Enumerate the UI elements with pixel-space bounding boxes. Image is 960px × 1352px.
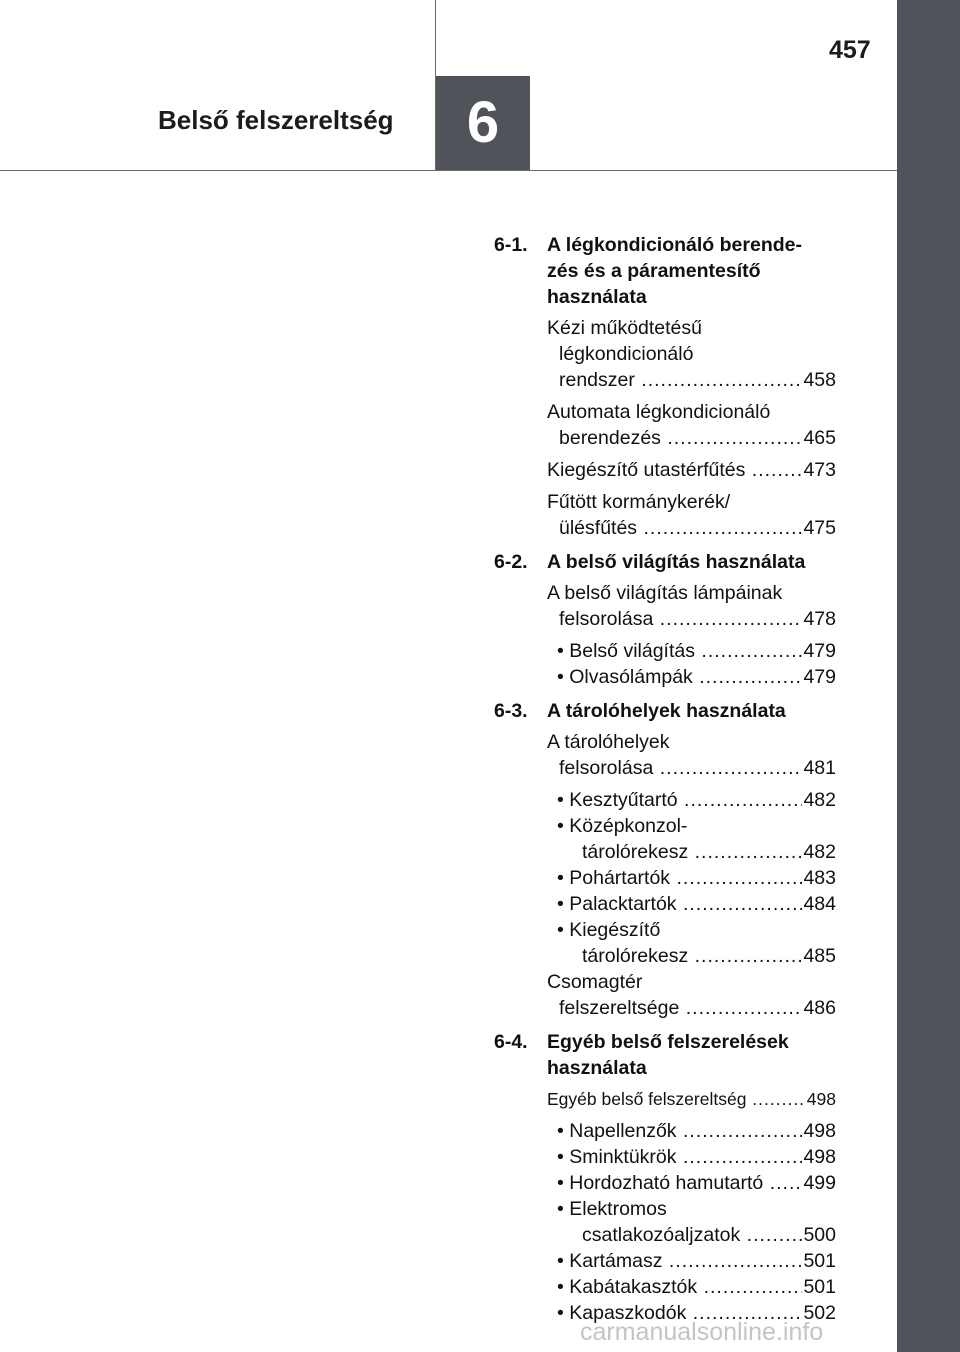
section-heading[interactable]: [494, 549, 836, 575]
entry-label: • Kesztyűtartó .....: [557, 787, 802, 813]
entry-label: • Kapaszkodók .....: [557, 1300, 802, 1326]
toc-subentry[interactable]: [547, 1170, 836, 1196]
toc-subentry[interactable]: [547, 1118, 836, 1144]
entry-line: [557, 1144, 836, 1170]
section-entries: [494, 315, 836, 541]
entry-label: • Pohártartók .....: [557, 865, 802, 891]
entry-page-number: 481: [803, 757, 836, 779]
entry-line: [557, 1222, 836, 1248]
entry-line: [557, 943, 836, 969]
toc-subentry[interactable]: [547, 787, 836, 813]
entry-line: [557, 1196, 836, 1222]
entry-line: [557, 1170, 836, 1196]
entry-page-number: 479: [803, 640, 836, 662]
entry-line: [547, 515, 836, 541]
entry-line: [547, 341, 836, 367]
entry-line: [557, 638, 836, 664]
entry-page-number: 498: [803, 1120, 836, 1142]
entry-label: felsorolása .....: [559, 755, 802, 781]
section-heading[interactable]: [494, 232, 836, 310]
entry-page-number: 485: [803, 945, 836, 967]
toc-section: [494, 232, 836, 541]
toc-subentry[interactable]: [547, 813, 836, 865]
entry-label: • Elektromos: [557, 1198, 667, 1220]
entry-page-number: 501: [803, 1250, 836, 1272]
entry-label: • Palacktartók .....: [557, 891, 802, 917]
entry-page-number: 479: [803, 666, 836, 688]
section-number: 6-1.: [494, 234, 528, 256]
entry-label: • Középkonzol-: [557, 815, 688, 837]
entry-line: [547, 1086, 836, 1112]
toc-subentry[interactable]: [547, 1274, 836, 1300]
entry-line: [557, 787, 836, 813]
entry-label: felszereltsége .....: [559, 995, 802, 1021]
section-number: 6-2.: [494, 551, 528, 573]
entry-page-number: 465: [803, 427, 836, 449]
section-title: [547, 1029, 836, 1081]
section-heading[interactable]: [494, 1029, 836, 1081]
entry-line: [547, 399, 836, 425]
chapter-title: Belső felszereltség: [158, 105, 394, 135]
entry-page-number: 482: [803, 841, 836, 863]
toc-subentry[interactable]: [547, 638, 836, 664]
entry-label: ülésfűtés .....: [559, 515, 802, 541]
section-title-line: zés és a páramentesítő: [547, 260, 761, 282]
section-title-line: A belső világítás használata: [547, 551, 806, 573]
toc-section: [494, 698, 836, 1021]
toc-entry[interactable]: [547, 315, 836, 393]
section-title: [547, 232, 836, 310]
section-title: [547, 698, 836, 724]
entry-line: [557, 1248, 836, 1274]
entry-line: [547, 457, 836, 483]
entry-page-number: 502: [803, 1302, 836, 1324]
toc-entry[interactable]: [547, 457, 836, 483]
entry-line: [557, 1118, 836, 1144]
entry-page-number: 501: [803, 1276, 836, 1298]
toc-subentry[interactable]: [547, 1248, 836, 1274]
section-heading[interactable]: [494, 698, 836, 724]
entry-page-number: 500: [803, 1224, 836, 1246]
watermark: carmanualsonline.info: [580, 1318, 824, 1346]
entry-label: Fűtött kormánykerék/: [547, 491, 731, 513]
entry-line: [557, 917, 836, 943]
entry-line: [547, 425, 836, 451]
entry-page-number: 475: [803, 517, 836, 539]
entry-label: A belső világítás lámpáinak: [547, 582, 783, 604]
entry-label: • Kartámasz .....: [557, 1248, 802, 1274]
entry-line: [557, 664, 836, 690]
entry-page-number: 473: [803, 459, 836, 481]
entry-line: [557, 813, 836, 839]
header-divider-horizontal: [0, 170, 897, 171]
entry-label: felsorolása .....: [559, 606, 802, 632]
entry-label: • Kiegészítő: [557, 919, 661, 941]
toc-entry[interactable]: [547, 399, 836, 451]
section-title-line: használata: [547, 286, 647, 308]
entry-label: • Kabátakasztók .....: [557, 1274, 802, 1300]
entry-page-number: 498: [806, 1089, 836, 1109]
entry-label: • Sminktükrök .....: [557, 1144, 802, 1170]
chapter-side-bar: [897, 0, 960, 1352]
toc-entry[interactable]: [547, 1086, 836, 1112]
entry-line: [557, 839, 836, 865]
entry-label: • Hordozható hamutartó .....: [557, 1170, 802, 1196]
entry-page-number: 499: [803, 1172, 836, 1194]
page-number: 457: [829, 36, 871, 64]
toc-subentry[interactable]: [547, 865, 836, 891]
entry-label: tárolórekesz .....: [582, 943, 802, 969]
toc-entry[interactable]: [547, 580, 836, 632]
toc-subentry[interactable]: [547, 1196, 836, 1248]
entry-line: [547, 489, 836, 515]
entry-line: [557, 891, 836, 917]
toc-subentry[interactable]: [547, 891, 836, 917]
entry-line: [547, 995, 836, 1021]
entry-page-number: 486: [803, 997, 836, 1019]
toc-entry[interactable]: [547, 489, 836, 541]
entry-page-number: 498: [803, 1146, 836, 1168]
entry-line: [547, 580, 836, 606]
entry-page-number: 482: [803, 789, 836, 811]
entry-label: Csomagtér: [547, 971, 643, 993]
entry-label: tárolórekesz .....: [582, 839, 802, 865]
entry-line: [547, 315, 836, 341]
section-entries: [494, 1086, 836, 1326]
entry-label: rendszer .....: [559, 367, 802, 393]
entry-line: [547, 606, 836, 632]
entry-line: [547, 969, 836, 995]
chapter-number-tab: 6: [436, 76, 530, 170]
toc-entry[interactable]: [547, 729, 836, 781]
entry-label: csatlakozóaljzatok .....: [582, 1222, 802, 1248]
entry-page-number: 478: [803, 608, 836, 630]
toc-subentry[interactable]: [547, 1144, 836, 1170]
entry-page-number: 484: [803, 893, 836, 915]
entry-label: berendezés .....: [559, 425, 802, 451]
entry-line: [557, 865, 836, 891]
entry-label: Automata légkondicionáló: [547, 401, 771, 423]
entry-label: • Belső világítás .....: [557, 638, 802, 664]
section-title: [547, 549, 836, 575]
entry-line: [547, 755, 836, 781]
table-of-contents: [494, 232, 836, 1326]
section-number: 6-3.: [494, 700, 528, 722]
toc-entry[interactable]: [547, 969, 836, 1021]
entry-label: Kézi működtetésű: [547, 317, 703, 339]
entry-label: • Olvasólámpák .....: [557, 664, 802, 690]
entry-label: • Napellenzők .....: [557, 1118, 802, 1144]
section-title-line: A tárolóhelyek használata: [547, 700, 786, 722]
toc-subentry[interactable]: [547, 664, 836, 690]
entry-line: [547, 367, 836, 393]
entry-label: Egyéb belső felszereltség .....: [547, 1086, 806, 1112]
entry-page-number: 458: [803, 369, 836, 391]
entry-line: [547, 729, 836, 755]
toc-section: [494, 549, 836, 690]
toc-subentry[interactable]: [547, 917, 836, 969]
entry-page-number: 483: [803, 867, 836, 889]
section-title-line: használata: [547, 1057, 647, 1079]
section-entries: [494, 729, 836, 1021]
entry-line: [557, 1274, 836, 1300]
entry-label: légkondicionáló: [559, 343, 694, 365]
toc-section: [494, 1029, 836, 1326]
section-title-line: A légkondicionáló berende-: [547, 234, 802, 256]
section-number: 6-4.: [494, 1031, 528, 1053]
entry-label: Kiegészítő utastérfűtés .....: [547, 457, 802, 483]
entry-label: A tárolóhelyek: [547, 731, 670, 753]
section-entries: [494, 580, 836, 690]
section-title-line: Egyéb belső felszerelések: [547, 1031, 789, 1053]
